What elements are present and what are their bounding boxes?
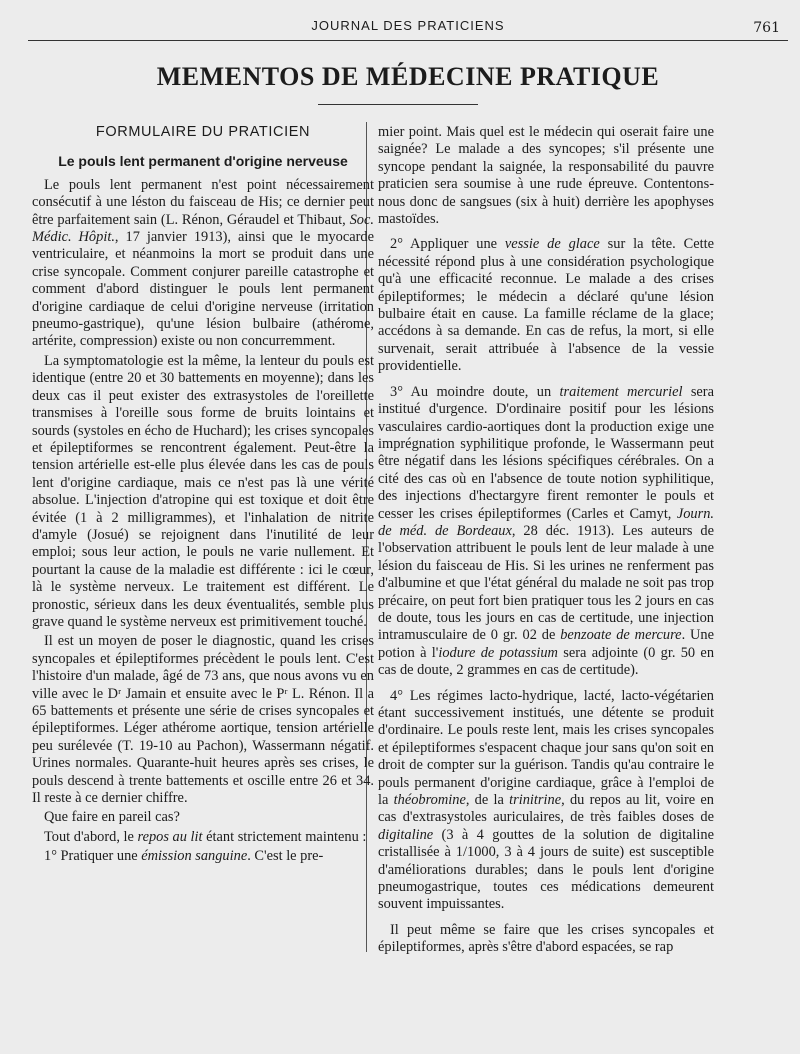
emphasis-italic: traitement mercuriel <box>559 383 683 400</box>
left-column <box>32 118 374 866</box>
emphasis-italic: repos au lit <box>137 828 203 845</box>
text-run: . C'est le pre- <box>247 848 324 865</box>
text-run: , 17 janvier 1913), ainsi que le myocarde ventriculaire, et néanmoins la mort se produit dans une crise syncopale. Comment conjurer pareille catastrophe et comment d'abord distinguer le pouls lent permanent d'origine cardiaque de celui d'origine nerveuse (irritation pneumo-gastrique), qu'une lésion bulbaire (athérome, artérite, compression) existe ou non concurremment. <box>32 229 375 350</box>
text-run: Tout d'abord, le <box>44 828 138 845</box>
paragraph: Que faire en pareil cas? <box>44 809 180 826</box>
citation-italic: Soc. Médic. Hôpit. <box>32 211 374 246</box>
paragraph <box>32 829 374 846</box>
subsection-title: Le pouls lent permanent d'origine nerveuse <box>58 153 348 170</box>
paragraph <box>378 688 714 914</box>
page-title: MEMENTOS DE MÉDECINE PRATIQUE <box>156 62 660 91</box>
text-run: sera institué d'urgence. D'ordinaire positif pour les lésions vasculaires cardio-aortiques dont la production exige une imprégnation syphilitique profonde, le Wassermann peut être négatif dans les lésions spécifiques cérébrales. On a cité des cas où en l'absence de toute notion syphilitique, des injections d'hectargyre firent remonter le pouls et cesser les crises épileptiformes (Carles et Camyt, <box>378 383 714 522</box>
text-run: , 28 déc. 1913). Les auteurs de l'observation attribuent le pouls lent de leur malade à une lésion du faisceau de His. Si les urines ne renferment pas d'albumine et que l'état général du malade ne soit pas trop précaire, on peut fort bien pratiquer tous les 2 jours en cas de doute, tous les jours en cas de certitude, une injection intramusculaire de 0 gr. 02 de <box>378 522 714 644</box>
text-run: . Une potion à l' <box>378 627 714 661</box>
right-column <box>378 124 714 965</box>
paragraph <box>378 384 714 680</box>
text-run: sur la tête. Cette nécessité répond plus à une considération psychologique qu'à une efficacité reconnue. Le malade a des crises épileptiformes; le médecin a déclaré qu'une lésion bulbaire était en cause. La famille réclame de la glace; accédons à sa demande. En cas de refus, la mort, si elle survenait, serait attribuée à l'absence de la vessie providentielle. <box>378 236 714 375</box>
text-run: sera adjointe (0 gr. 50 en cas de doute, 2 grammes en cas de certitude). <box>378 644 715 679</box>
section-title: FORMULAIRE DU PRATICIEN <box>95 124 311 140</box>
text-run: Le pouls lent permanent n'est point nécessairement consécutif à une léston du faisceau de His; ce dernier peut être parfaitement sain (L. Rénon, Géraudel et Thibaut, <box>32 176 374 228</box>
journal-title: JOURNAL DES PRATICIENS <box>311 18 505 33</box>
emphasis-italic: iodure de potassium <box>438 644 558 661</box>
text-run: étant strictement maintenu : <box>202 828 367 845</box>
citation-italic: Journ. de méd. de Bordeaux <box>378 505 714 539</box>
text-run: , de la <box>465 792 510 809</box>
paragraph: mier point. Mais quel est le médecin qui oserait faire une saignée? Le malade a des syncopes; s'il présente une syncope pendant la saignée, la responsabilité du pauvre praticien sera soumise à une rude épreuve. Contentons-nous donc de sangsues (six à huit) derrière les apophyses mastoïdes. <box>378 124 714 228</box>
paragraph <box>32 848 374 865</box>
emphasis-italic: vessie de glace <box>504 236 600 253</box>
text-run: 1° Pratiquer une <box>44 848 142 865</box>
emphasis-italic: digitaline <box>378 826 434 843</box>
emphasis-italic: émission sanguine <box>141 848 248 865</box>
text-run: 2° Appliquer une <box>390 236 505 253</box>
title-rule <box>318 104 478 105</box>
text-run: (3 à 4 gouttes de la solution de digitaline cristallisée à 1/1000, 3 à 4 jours de suite) est susceptible d'améliorations durables; dans le pouls lent d'origine pneumogastrique, toutes ces médications demeurent souvent impuissantes. <box>378 826 714 913</box>
text-run: , du repos au lit, voire en cas d'extrasystoles auriculaires, de très faibles doses de <box>378 792 715 826</box>
paragraph: La symptomatologie est la même, la lenteur du pouls est identique (entre 20 et 30 battements en moyenne); dans les deux cas il peut exister des extrasystoles de l'oreillette transmises à l'oreille sous forme de bruits lointains et sourds (systoles en écho de Huchard); les crises syncopales et épileptiformes se rencontrent également. Peut-être la tension artérielle est-elle plus élevée dans les cas de pouls lent d'origine cardiaque, mais ce n'est pas là une vérité absolue. L'injection d'atropine qui est toxique et doit être évitée (1 à 2 milligrammes), et l'inhalation de nitrite d'amyle (Josué) se rejoignent dans l'inutilité de leur emploi; sous leur action, le pouls ne varie nullement. Et pourtant la cause de la maladie est différente : ici le cœur, là le système nerveux. Le traitement est différent. Le pronostic, sérieux dans les deux éventualités, semble plus grave quand le système nerveux est primitivement touché. <box>32 352 374 630</box>
page-number: 761 <box>753 20 780 36</box>
emphasis-italic: trinitrine <box>509 792 562 809</box>
running-header <box>28 14 788 41</box>
emphasis-italic: benzoate de mercure <box>560 627 682 644</box>
paragraph: Il peut même se faire que les crises syncopales et épileptiformes, après s'être d'abord espacées, se rap <box>378 921 714 956</box>
text-run: 3° Au moindre doute, un <box>390 383 560 400</box>
emphasis-italic: théobromine <box>393 792 466 809</box>
paragraph <box>32 177 374 351</box>
text-run: 4° Les régimes lacto-hydrique, lacté, lacto-végétarien étant successivement institués, une détente se produit d'ordinaire. Le pouls reste lent, mais les crises syncopales et épileptiformes s'espacent chaque jour sans qu'on soit en droit de compter sur la guérison. Tandis qu'au contraire le pouls permanent d'origine cardiaque, grâce à l'emploi de la <box>378 687 714 809</box>
paragraph: Il est un moyen de poser le diagnostic, quand les crises syncopales et épileptiformes précèdent le pouls lent. C'est l'histoire d'un malade, âgé de 73 ans, que nous avons vu en ville avec le Dʳ Jamain et ensuite avec le Pʳ L. Rénon. Il a 65 battements et présente une série de crises syncopales et épileptiformes. Léger athérome aortique, tension artérielle peu surélevée (T. 19-10 au Pachon), Wassermann négatif. Urines normales. Quarante-huit heures après ses crises, le pouls descend à trente battements et oscille entre 26 et 34. Il reste à ce dernier chiffre. <box>32 633 374 807</box>
paragraph <box>378 236 714 375</box>
